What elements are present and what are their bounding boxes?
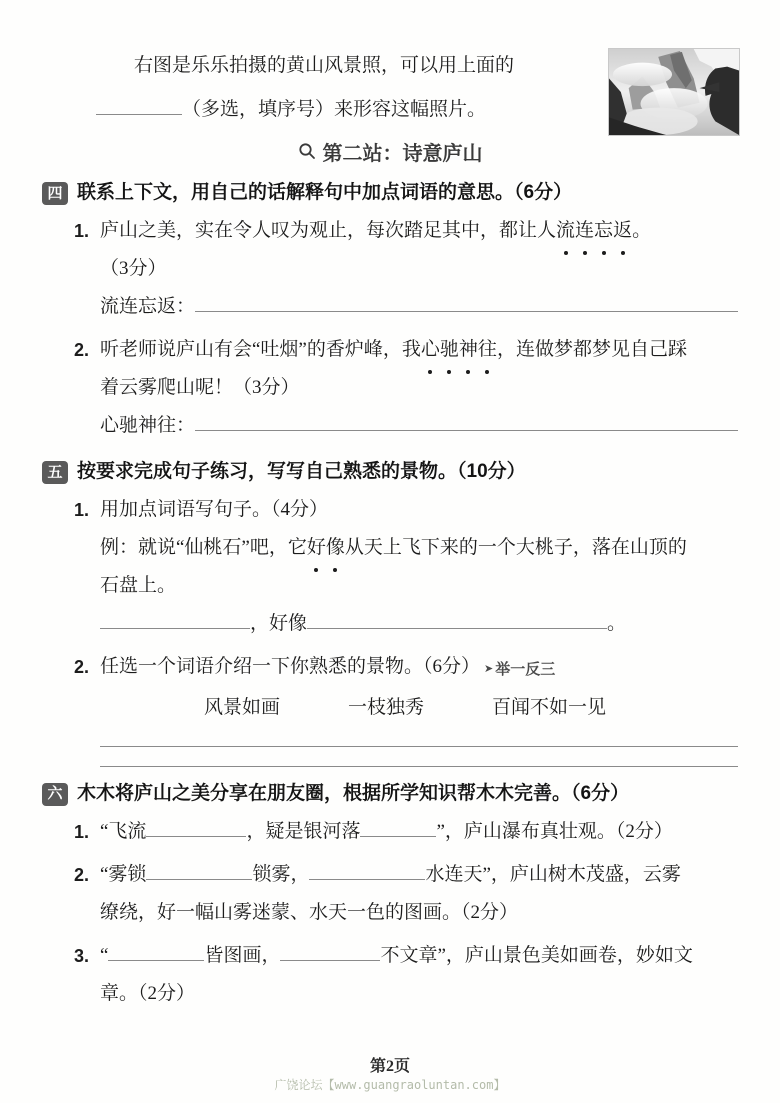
text-line: [100, 813, 738, 851]
answer-blank: [146, 817, 246, 837]
text-line: [100, 605, 738, 643]
text-run: 着云雾爬山呢！（3分）: [100, 377, 300, 398]
sections: [0, 179, 780, 1013]
text-line: [100, 894, 738, 932]
text-run: 皆图画，: [204, 944, 281, 966]
extension-tag-label: 举一反三: [495, 660, 556, 678]
section-title: 按要求完成句子练习，写写自己熟悉的景物。（10分）: [77, 461, 526, 482]
answer-blank: [195, 411, 738, 431]
answer-blank: [309, 860, 425, 880]
text-run: “雾锁: [100, 863, 147, 885]
text-line: [100, 529, 738, 567]
text-run: 锁雾，: [252, 863, 310, 885]
question-item: [74, 856, 738, 932]
emphasized-word: [421, 331, 497, 369]
text-run: ，疑是银河落: [246, 820, 361, 842]
question-body: [100, 648, 738, 767]
word-choice: 一枝独秀: [348, 696, 425, 718]
text-run: 听老师说庐山有会“吐烟”的香炉峰，我: [100, 339, 421, 360]
intro-text: [96, 44, 602, 132]
text-line: [100, 567, 738, 605]
section-marker: 四: [42, 182, 68, 205]
emphasized-word: [556, 212, 632, 250]
answer-blank: [195, 292, 738, 312]
magnifier-icon: [298, 142, 316, 160]
section-四: [0, 179, 780, 445]
emphasized-char: 往: [478, 331, 497, 369]
text-run: 右图是乐乐拍摄的黄山风景照，可以用上面的: [134, 55, 515, 76]
text-line: [100, 369, 738, 407]
text-line: [100, 747, 738, 767]
text-run: 心驰神往：: [100, 415, 196, 436]
word-choice: 百闻不如一见: [492, 696, 607, 718]
section-header: [42, 458, 738, 486]
arrow-icon: ➤: [484, 663, 494, 675]
answer-blank: [96, 95, 182, 115]
section-marker: 五: [42, 461, 68, 484]
section-marker: 六: [42, 783, 68, 806]
text-run: ”，庐山瀑布真壮观。（2分）: [436, 820, 673, 842]
emphasized-char: 驰: [440, 331, 459, 369]
question-item: [74, 212, 738, 326]
answer-blank: [307, 609, 607, 629]
question-body: [100, 937, 738, 1013]
huangshan-photo: [608, 48, 740, 136]
text-run: （3分）: [100, 258, 167, 279]
text-run: 不文章”，庐山景色美如画卷，妙如文: [380, 944, 693, 966]
text-line: [100, 491, 738, 529]
question-number: 2.: [74, 340, 90, 360]
question-number: 1.: [74, 221, 90, 241]
intro-block: [0, 0, 780, 132]
question-body: [100, 856, 738, 932]
question-number: 1.: [74, 500, 90, 520]
question-number: 3.: [74, 945, 90, 966]
text-line: [100, 937, 738, 975]
emphasized-char: 神: [459, 331, 478, 369]
text-run: “: [100, 944, 109, 966]
section-header: [42, 780, 738, 808]
question-item: [74, 491, 738, 643]
station-heading: [0, 136, 780, 166]
text-run: 庐山之美，实在令人叹为观止，每次踏足其中，都让人: [100, 220, 557, 241]
text-run: 用加点词语写句子。（4分）: [100, 499, 329, 520]
text-run: ，连做梦都梦见自己踩: [496, 339, 687, 360]
text-line: [100, 250, 738, 288]
text-run: 章。（2分）: [100, 982, 196, 1004]
text-line: [100, 856, 738, 894]
text-line: [96, 44, 602, 88]
extension-tag: [484, 651, 555, 689]
emphasized-char: 像: [326, 529, 345, 567]
question-body: [100, 331, 738, 445]
question-item: [74, 813, 738, 851]
text-run: 水连天”，庐山树木茂盛，云雾: [425, 863, 681, 885]
answer-blank: [100, 727, 738, 747]
section-title: 联系上下文，用自己的话解释句中加点词语的意思。（6分）: [77, 182, 573, 203]
text-run: 。: [632, 220, 652, 241]
text-run: 。: [607, 613, 627, 634]
question-body: [100, 813, 738, 851]
text-run: 石盘上。: [100, 575, 177, 596]
answer-blank: [108, 941, 204, 961]
answer-blank: [360, 817, 436, 837]
question-body: [100, 491, 738, 643]
section-五: [0, 458, 780, 767]
answer-blank: [100, 609, 250, 629]
mountain-photo-graphic: [609, 49, 739, 135]
page-footer: [0, 1057, 780, 1093]
text-run: 流连忘返：: [100, 296, 196, 317]
emphasized-char: 忘: [594, 212, 613, 250]
text-run: （多选，填序号）来形容这幅照片。: [182, 99, 487, 120]
text-run: 缭绕，好一幅山雾迷蒙、水天一色的图画。（2分）: [100, 901, 519, 923]
word-choice: 风景如画: [204, 696, 281, 718]
section-六: [0, 780, 780, 1013]
question-item: [74, 648, 738, 767]
emphasized-char: 连: [575, 212, 594, 250]
text-line: [100, 975, 738, 1013]
text-line: [100, 288, 738, 326]
emphasized-char: 流: [556, 212, 575, 250]
text-line: [96, 88, 602, 132]
emphasized-char: 好: [307, 529, 326, 567]
text-line: [100, 212, 738, 250]
emphasized-char: 心: [421, 331, 440, 369]
text-run: 从天上飞下来的一个大桃子，落在山顶的: [344, 537, 687, 558]
answer-blank: [100, 747, 738, 767]
text-run: 例：就说“仙桃石”吧，它: [100, 537, 307, 558]
emphasized-char: 返: [613, 212, 632, 250]
question-item: [74, 331, 738, 445]
text-run: ，好像: [250, 613, 308, 634]
text-line: [100, 727, 738, 747]
text-run: 任选一个词语介绍一下你熟悉的景物。（6分）: [100, 656, 481, 677]
section-title: 木木将庐山之美分享在朋友圈，根据所学知识帮木木完善。（6分）: [77, 782, 630, 804]
text-line: [100, 648, 738, 689]
answer-blank: [280, 941, 380, 961]
question-number: 2.: [74, 864, 90, 885]
question-body: [100, 212, 738, 326]
text-run: “飞流: [100, 820, 147, 842]
question-item: [74, 937, 738, 1013]
answer-blank: [146, 860, 252, 880]
question-number: 1.: [74, 821, 90, 842]
text-line: [100, 407, 738, 445]
watermark-text: 广饶论坛【www.guangraoluntan.com】: [274, 1078, 506, 1092]
text-line: [100, 331, 738, 369]
page-number: 第2页: [369, 1058, 410, 1075]
station-title: 第二站：诗意庐山: [322, 142, 483, 165]
section-header: [42, 179, 738, 207]
word-choices: [100, 689, 738, 727]
emphasized-word: [307, 529, 345, 567]
question-number: 2.: [74, 657, 90, 677]
